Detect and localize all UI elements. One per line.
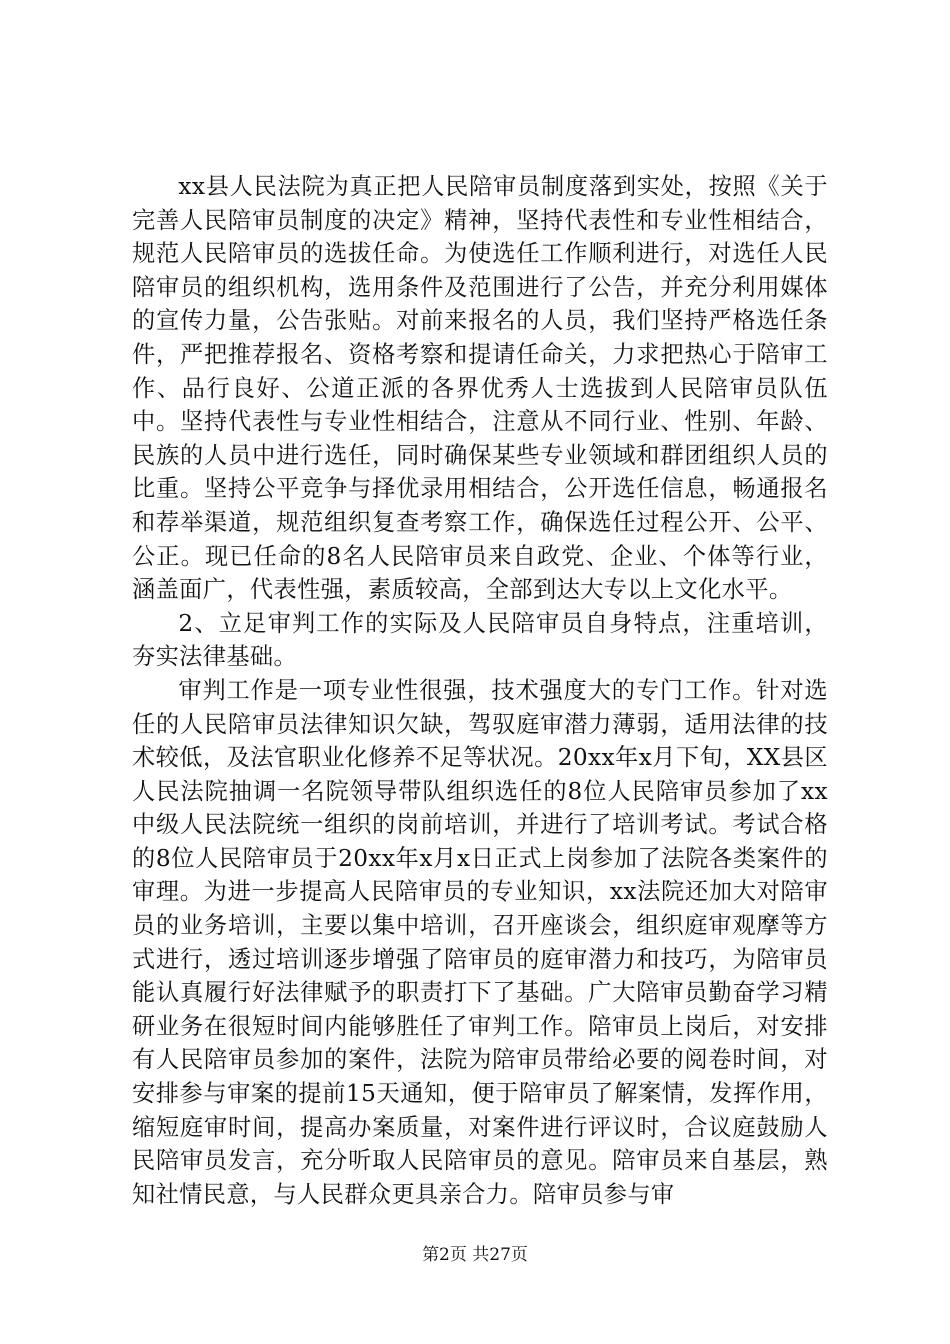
page-total: 共27页: [472, 1245, 528, 1265]
paragraph-juror-selection: xx县人民法院为真正把人民陪审员制度落到实处，按照《关于完善人民陪审员制度的决定》精神，坚持代表性和专业性相结合，规范人民陪审员的选拔任命。为使选任工作顺利进行，对选任人民陪审员的组织机构，选用条件及范围进行了公告，并充分利用媒体的宣传力量，公告张贴。对前来报名的人员，我们坚持严格选任条件，严把推荐报名、资格考察和提请任命关，力求把热心于陪审工作、品行良好、公道正派的各界优秀人士选拔到人民陪审员队伍中。坚持代表性与专业性相结合，注意从不同行业、性别、年龄、民族的人员中进行选任，同时确保某些专业领域和群团组织人员的比重。坚持公平竞争与择优录用相结合，公开选任信息，畅通报名和荐举渠道，规范组织复查考察工作，确保选任过程公开、公平、公正。现已任命的8名人民陪审员来自政党、企业、个体等行业，涵盖面广，代表性强，素质较高，全部到达大专以上文化水平。: [132, 173, 828, 604]
paragraph-training-details: 审判工作是一项专业性很强，技术强度大的专门工作。针对选任的人民陪审员法律知识欠缺，驾驭庭审潜力薄弱，适用法律的技术较低，及法官职业化修养不足等状况。20xx年x月下旬，XX县区人民法院抽调一名院领导带队组织选任的8位人民陪审员参加了xx中级人民法院统一组织的岗前培训，并进行了培训考试。考试合格的8位人民陪审员于20xx年x月x日正式上岗参加了法院各类案件的审理。为进一步提高人民陪审员的专业知识，xx法院还加大对陪审员的业务培训，主要以集中培训，召开座谈会，组织庭审观摩等方式进行，透过培训逐步增强了陪审员的庭审潜力和技巧，为陪审员能认真履行好法律赋予的职责打下了基础。广大陪审员勤奋学习精研业务在很短时间内能够胜任了审判工作。陪审员上岗后，对安排有人民陪审员参加的案件，法院为陪审员带给必要的阅卷时间，对安排参与审案的提前15天通知，便于陪审员了解案情，发挥作用，缩短庭审时间，提高办案质量，对案件进行评议时，合议庭鼓励人民陪审员发言，充分听取人民陪审员的意见。陪审员来自基层，熟知社情民意，与人民群众更具亲合力。陪审员参与审: [132, 676, 828, 1208]
document-body: [132, 170, 828, 1211]
page-footer: [0, 1243, 950, 1267]
paragraph-heading-training: 2、立足审判工作的实际及人民陪审员自身特点，注重培训，夯实法律基础。: [132, 609, 828, 671]
page-number: 第2页: [422, 1245, 467, 1265]
